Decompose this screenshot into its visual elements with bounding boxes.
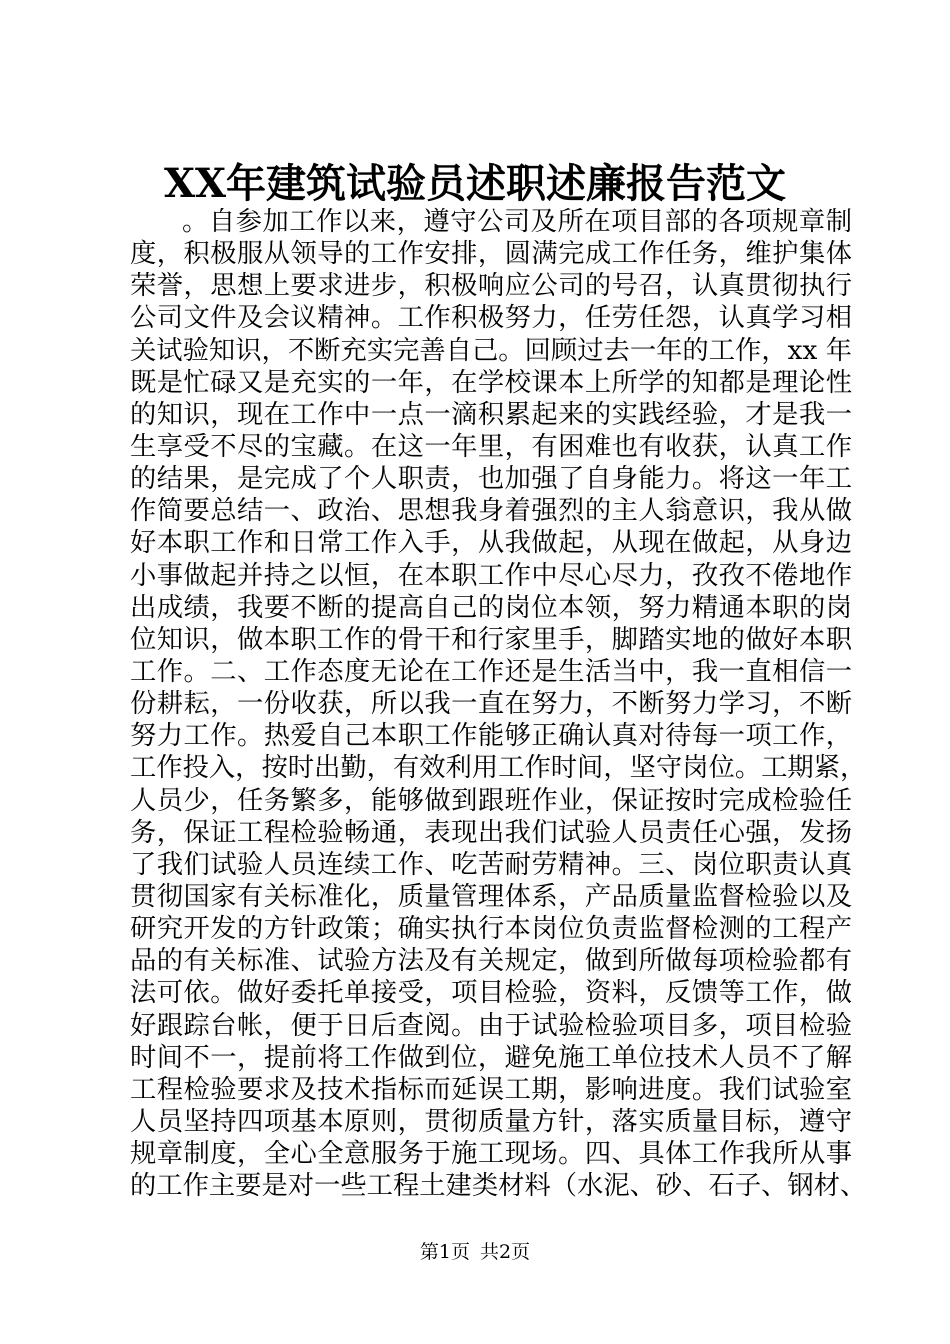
body-line: 了我们试验人员连续工作、吃苦耐劳精神。三、岗位职责认真 xyxy=(130,849,852,880)
body-line: 品的有关标准、试验方法及有关规定，做到所做每项检验都有 xyxy=(130,946,852,977)
body-line: 度，积极服从领导的工作安排，圆满完成工作任务，维护集体 xyxy=(130,239,852,270)
body-line: 规章制度，全心全意服务于施工现场。四、具体工作我所从事 xyxy=(130,1139,852,1170)
body-line: 。自参加工作以来，遵守公司及所在项目部的各项规章制 xyxy=(182,207,852,237)
body-line: 贯彻国家有关标准化，质量管理体系，产品质量监督检验以及 xyxy=(130,881,852,912)
body-line: 研究开发的方针政策；确实执行本岗位负责监督检测的工程产 xyxy=(130,914,852,945)
body-line: 出成绩，我要不断的提高自己的岗位本领，努力精通本职的岗 xyxy=(130,592,852,623)
page-number-total: 共2页 xyxy=(480,1241,531,1263)
body-line: 工作投入，按时出勤，有效利用工作时间，坚守岗位。工期紧， xyxy=(130,753,867,784)
body-line: 努力工作。热爱自己本职工作能够正确认真对待每一项工作， xyxy=(130,721,852,752)
body-line: 工程检验要求及技术指标而延误工期，影响进度。我们试验室 xyxy=(130,1074,852,1105)
body-line: 的知识，现在工作中一点一滴积累起来的实践经验，才是我一 xyxy=(130,399,852,430)
page-footer xyxy=(0,1238,950,1266)
body-line: 作简要总结一、政治、思想我身着强烈的主人翁意识，我从做 xyxy=(130,496,852,527)
body-line: 关试验知识，不断充实完善自己。回顾过去一年的工作，xx 年 xyxy=(130,335,852,366)
body-line: 荣誉，思想上要求进步，积极响应公司的号召，认真贯彻执行 xyxy=(130,271,852,302)
body-line: 位知识，做本职工作的骨干和行家里手，脚踏实地的做好本职 xyxy=(130,624,852,655)
body-line: 小事做起并持之以恒，在本职工作中尽心尽力，孜孜不倦地作 xyxy=(130,560,852,591)
body-line: 人员坚持四项基本原则，贯彻质量方针，落实质量目标，遵守 xyxy=(130,1106,852,1137)
body-line: 生享受不尽的宝藏。在这一年里，有困难也有收获，认真工作 xyxy=(130,431,852,462)
body-line: 人员少，任务繁多，能够做到跟班作业，保证按时完成检验任 xyxy=(130,785,852,816)
body-line: 份耕耘，一份收获，所以我一直在努力，不断努力学习，不断 xyxy=(130,689,852,720)
page-number-current: 第1页 xyxy=(419,1241,470,1263)
document-title: XX年建筑试验员述职述廉报告范文 xyxy=(163,160,787,207)
body-line: 法可依。做好委托单接受，项目检验，资料，反馈等工作，做 xyxy=(130,978,852,1009)
body-line: 时间不一，提前将工作做到位，避免施工单位技术人员不了解 xyxy=(130,1042,852,1073)
body-line: 公司文件及会议精神。工作积极努力，任劳任怨，认真学习相 xyxy=(130,303,852,334)
body-line: 好跟踪台帐，便于日后查阅。由于试验检验项目多，项目检验 xyxy=(130,1010,852,1041)
body-line: 的结果，是完成了个人职责，也加强了自身能力。将这一年工 xyxy=(130,464,852,495)
body-line: 务，保证工程检验畅通，表现出我们试验人员责任心强，发扬 xyxy=(130,817,852,848)
document-body xyxy=(130,206,867,1202)
body-line: 好本职工作和日常工作入手，从我做起，从现在做起，从身边 xyxy=(130,528,852,559)
body-line: 工作。二、工作态度无论在工作还是生活当中，我一直相信一 xyxy=(130,656,852,687)
body-line: 的工作主要是对一些工程土建类材料（水泥、砂、石子、钢材、 xyxy=(130,1171,867,1202)
body-line: 既是忙碌又是充实的一年，在学校课本上所学的知都是理论性 xyxy=(130,367,852,398)
